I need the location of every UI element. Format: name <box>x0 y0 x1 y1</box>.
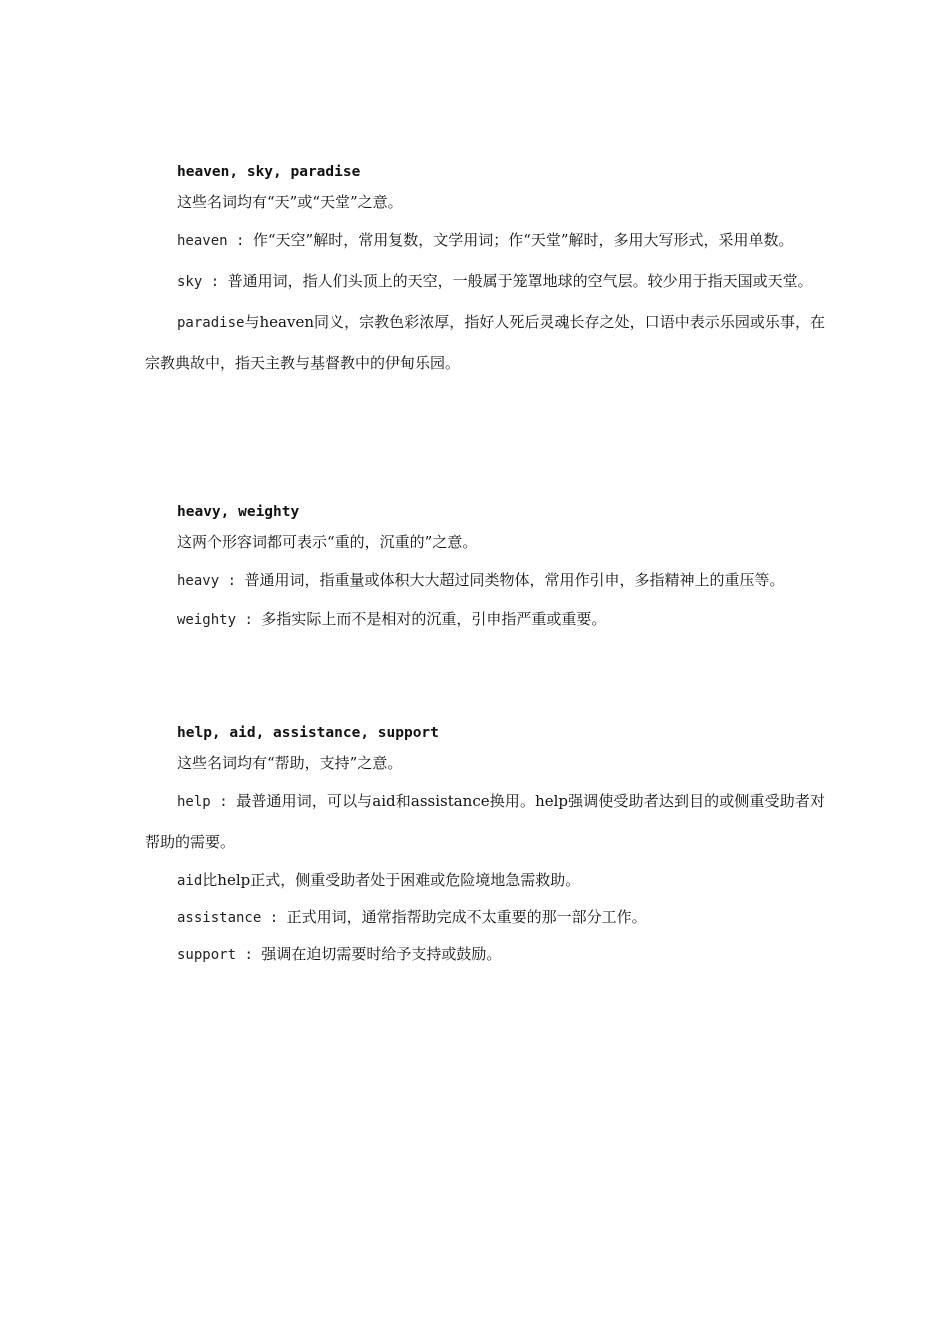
entry-text: 强调在迫切需要时给予支持或鼓励。 <box>261 945 502 963</box>
entry-term: aid <box>177 873 203 889</box>
entry-separator: : <box>227 233 253 249</box>
entry-separator: : <box>236 947 262 963</box>
section-heading: heaven, sky, paradise <box>177 164 361 180</box>
entry-separator: : <box>219 573 245 589</box>
entry-help <box>145 781 825 862</box>
entry-sky <box>145 261 825 302</box>
entry-term: assistance <box>177 910 262 926</box>
entry-text: 与heaven同义，宗教色彩浓厚，指好人死后灵魂长存之处，口语中表示乐园或乐事，在宗教典故中，指天主教与基督教中的伊甸乐园。 <box>145 313 825 372</box>
entry-text: 普通用词，指重量或体积大大超过同类物体，常用作引申，多指精神上的重压等。 <box>244 571 785 589</box>
entry-term: heavy <box>177 573 220 589</box>
entry-support <box>145 936 825 973</box>
entry-separator: : <box>210 794 237 810</box>
entry-weighty <box>145 601 825 638</box>
entry-text: 比help正式，侧重受助者处于困难或危险境地急需救助。 <box>202 871 581 889</box>
entry-text: 最普通用词，可以与aid和assistance换用。help强调使受助者达到目的或侧重受助者对帮助的需要。 <box>145 792 825 851</box>
entry-term: paradise <box>177 315 245 331</box>
entry-heaven <box>145 220 825 261</box>
section-intro: 这两个形容词都可表示“重的，沉重的”之意。 <box>177 533 478 551</box>
entry-term: weighty <box>177 612 237 628</box>
entry-text: 普通用词，指人们头顶上的天空，一般属于笼罩地球的空气层。较少用于指天国或天堂。 <box>227 272 813 290</box>
section-heaven-sky-paradise <box>145 160 825 383</box>
entry-assistance <box>145 899 825 936</box>
entry-term: help <box>177 794 211 810</box>
section-heavy-weighty <box>145 500 825 638</box>
entry-separator: : <box>236 612 262 628</box>
section-help-aid-assistance-support <box>145 721 825 973</box>
entry-heavy <box>145 560 825 601</box>
section-intro: 这些名词均有“天”或“天堂”之意。 <box>177 193 403 211</box>
entry-paradise <box>145 302 825 383</box>
entry-term: support <box>177 947 237 963</box>
entry-term: heaven <box>177 233 228 249</box>
entry-text: 多指实际上而不是相对的沉重，引申指严重或重要。 <box>261 610 607 628</box>
entry-text: 作“天空”解时，常用复数，文学用词；作“天堂”解时，多用大写形式，采用单数。 <box>252 231 794 249</box>
entry-separator: : <box>202 274 228 290</box>
section-heading: help, aid, assistance, support <box>177 725 439 741</box>
section-intro: 这些名词均有“帮助，支持”之意。 <box>177 754 403 772</box>
entry-text: 正式用词，通常指帮助完成不太重要的那一部分工作。 <box>286 908 647 926</box>
entry-term: sky <box>177 274 203 290</box>
entry-aid <box>145 862 825 899</box>
section-heading: heavy, weighty <box>177 504 300 520</box>
entry-separator: : <box>261 910 287 926</box>
